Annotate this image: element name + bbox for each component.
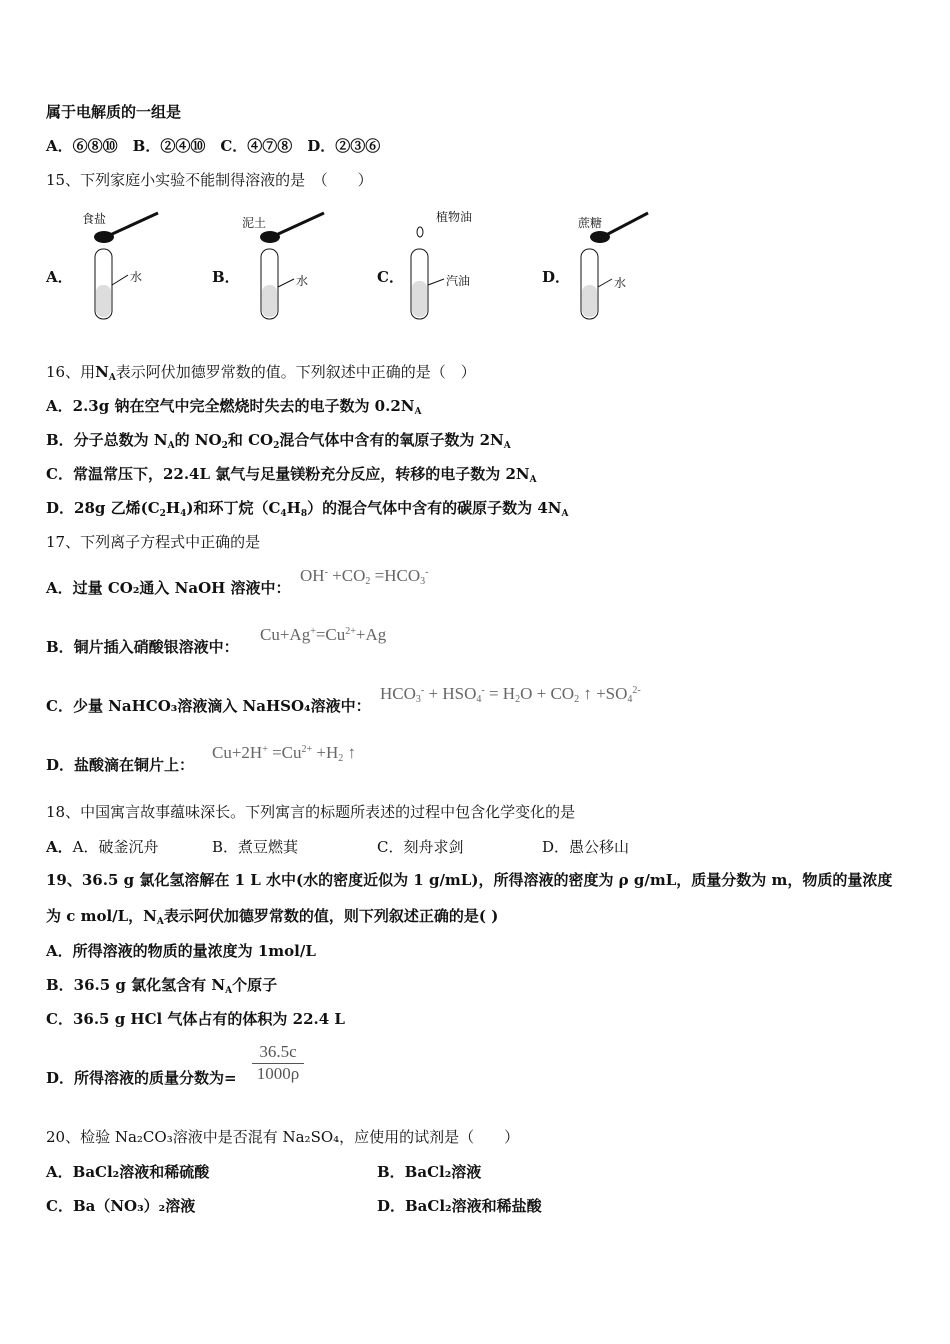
q18-option-c: C．刻舟求剑	[377, 838, 464, 856]
q18-option-b: B．煮豆燃萁	[212, 838, 299, 856]
test-tube-sugar-icon	[566, 205, 666, 330]
q17-equation-d: $Cu+2H^+ =Cu^{2+} +H_2$ ↑	[212, 743, 357, 764]
q19-option-c: C．36.5 g HCl 气体占有的体积为 22.4 L	[46, 1010, 345, 1028]
q14-options: A．⑥⑧⑩ B．②④⑩ C．④⑦⑧ D．②③⑥	[46, 137, 381, 155]
q20-stem: 20、检验 Na₂CO₃溶液中是否混有 Na₂SO₄，应使用的试剂是（ ）	[46, 1128, 520, 1146]
q19-option-d: D．所得溶液的质量分数为=	[46, 1069, 237, 1087]
mass-fraction-formula: $\frac{36.5c}{1000\rho}$	[252, 1042, 304, 1084]
q16-option-a: A．2.3g 钠在空气中完全燃烧时失去的电子数为 $0.2N_A$	[46, 397, 422, 417]
q18-option-d: D．愚公移山	[542, 838, 630, 856]
svg-text:水: 水	[614, 276, 627, 290]
q19-stem-line2: 为 c mol/L，$N_A$表示阿伏加德罗常数的值，则下列叙述正确的是( )	[46, 907, 499, 927]
q17-equation-c: $HCO_3^- + HSO_4^- = H_2O + CO_2$ ↑ $+SO_4^{2-}$	[380, 684, 641, 705]
svg-text:蔗糖: 蔗糖	[578, 216, 603, 230]
q16-option-d: D．28g 乙烯$(C_2H_4)$和环丁烷$(C_4H_8)$的混合气体中含有的碳原子数为 $4N_A$	[46, 499, 569, 519]
svg-text:泥土: 泥土	[242, 216, 267, 230]
q18-option-a: A．A．破釜沉舟	[46, 838, 159, 856]
q16-option-c: C．常温常压下，22.4L 氯气与足量镁粉充分反应，转移的电子数为 $2N_A$	[46, 465, 537, 485]
svg-text:汽油: 汽油	[446, 274, 471, 288]
q20-option-d: D．BaCl₂溶液和稀盐酸	[377, 1197, 542, 1215]
q19-stem-line1: 19、36.5 g 氯化氢溶解在 1 L 水中(水的密度近似为 1 g/mL)，所得溶液的密度为 ρ g/mL，质量分数为 m，物质的量浓度	[46, 871, 893, 889]
q16-option-b: B．分子总数为 $N_A$的 $NO_2$和 $CO_2$混合气体中含有的氧原子数为 $2N_A$	[46, 431, 511, 451]
q20-option-b: B．BaCl₂溶液	[377, 1163, 482, 1181]
q17-option-d: D．盐酸滴在铜片上：	[46, 756, 195, 774]
svg-text:水: 水	[296, 274, 309, 288]
test-tube-oil-icon	[400, 205, 500, 330]
svg-text:食盐: 食盐	[82, 212, 107, 226]
q17-equation-a: $OH^- +CO_2 =HCO_3^-$	[300, 566, 429, 587]
q15-stem: 15、下列家庭小实验不能制得溶液的是 （ ）	[46, 171, 373, 189]
q17-option-c: C．少量 NaHCO₃溶液滴入 NaHSO₄溶液中：	[46, 697, 371, 715]
q17-equation-b: $Cu+Ag^+=Cu^{2+}+Ag$	[260, 625, 387, 644]
test-tube-soil-icon	[236, 205, 336, 330]
q16-stem: 16、用$N_A$表示阿伏加德罗常数的值。下列叙述中正确的是（ ）	[46, 363, 476, 383]
q20-option-c: C．Ba（NO₃）₂溶液	[46, 1197, 196, 1215]
q14-stem-tail: 属于电解质的一组是	[46, 103, 182, 121]
svg-text:水: 水	[130, 270, 143, 284]
q20-option-a: A．BaCl₂溶液和稀硫酸	[46, 1163, 210, 1181]
q19-option-a: A．所得溶液的物质的量浓度为 1mol/L	[46, 942, 316, 960]
q18-stem: 18、中国寓言故事蕴味深长。下列寓言的标题所表述的过程中包含化学变化的是	[46, 803, 576, 821]
q17-option-b: B．铜片插入硝酸银溶液中：	[46, 638, 239, 656]
q17-option-a: A．过量 CO₂通入 NaOH 溶液中：	[46, 579, 291, 597]
q19-option-b: B．36.5 g 氯化氢含有 $N_A$个原子	[46, 976, 278, 996]
test-tube-salt-icon	[70, 205, 170, 330]
svg-text:植物油: 植物油	[436, 210, 473, 224]
q17-stem: 17、下列离子方程式中正确的是	[46, 533, 261, 551]
